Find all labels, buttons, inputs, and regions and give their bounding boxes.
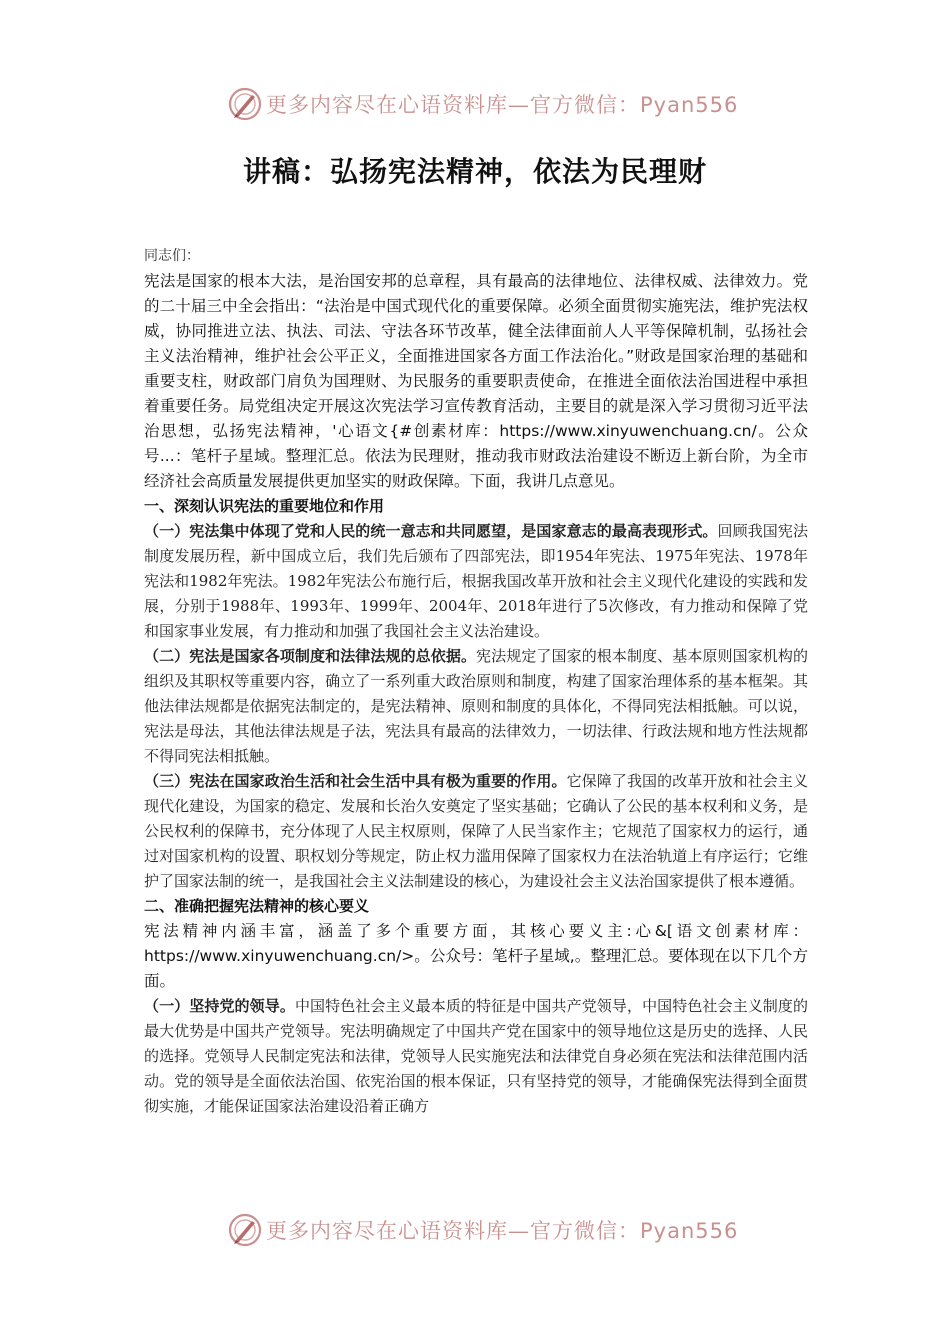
document-title: 讲稿：弘扬宪法精神，依法为民理财 [242, 155, 707, 188]
item-text: 回顾我国宪法制度发展历程，新中国成立后，我们先后颁布了四部宪法，即1954年宪法、1975年宪法、1978年宪法和1982年宪法。1982年宪法公布施行后，根据我国改革开放和社会主义现代化建设的实践和发展，分别于1988年、1993年、1999年、2004年、2018年进行了5次修改，有力推动和保障了党和国家事业发展，有力推动和加强了我国社会主义法治建设。 [144, 522, 808, 640]
item-lead: （二）宪法是国家各项制度和法律法规的总依据。 [144, 647, 477, 665]
header-watermark-banner [228, 84, 748, 124]
section-2-intro: 宪法精神内涵丰富，涵盖了多个重要方面，其核心要义主:心&[语文创素材库：https://www.xinyuwenchuang.cn/>。公众号：笔杆子星域,。整理汇总。要体现在以下几个方面。 [144, 922, 808, 990]
banner-text [266, 89, 738, 119]
section-1-item-2 [144, 644, 808, 769]
document-body [144, 244, 808, 1119]
item-lead: （一）坚持党的领导。 [144, 997, 295, 1015]
banner-prefix: 更多内容尽在心语资料库—官方微信： [266, 93, 640, 117]
greeting: 同志们： [144, 248, 200, 264]
section-2-heading: 二、准确把握宪法精神的核心要义 [144, 897, 370, 915]
banner-wechat-id: Pyan556 [640, 93, 739, 117]
section-1-heading: 一、深刻认识宪法的重要地位和作用 [144, 497, 385, 515]
footer-watermark-banner [228, 1210, 748, 1250]
item-text: 宪法规定了国家的根本制度、基本原则国家机构的组织及其职权等重要内容，确立了一系列重大政治原则和制度，构建了国家治理体系的基本框架。其他法律法规都是依据宪法制定的，是宪法精神、原则和制度的具体化，不得同宪法相抵触。可以说，宪法是母法，其他法律法规是子法，宪法具有最高的法律效力，一切法律、行政法规和地方性法规都不得同宪法相抵触。 [144, 647, 808, 765]
item-lead: （一）宪法集中体现了党和人民的统一意志和共同愿望，是国家意志的最高表现形式。 [144, 522, 718, 540]
pen-logo-icon [228, 1213, 262, 1247]
item-text: 中国特色社会主义最本质的特征是中国共产党领导，中国特色社会主义制度的最大优势是中国共产党领导。宪法明确规定了中国共产党在国家中的领导地位这是历史的选择、人民的选择。党领导人民制定宪法和法律，党领导人民实施宪法和法律党自身必须在宪法和法律范围内活动。党的领导是全面依法治国、依宪治国的根本保证，只有坚持党的领导，才能确保宪法得到全面贯彻实施，才能保证国家法治建设沿着正确方 [144, 997, 808, 1115]
pen-logo-icon [228, 87, 262, 121]
item-lead: （三）宪法在国家政治生活和社会生活中具有极为重要的作用。 [144, 772, 567, 790]
banner-wechat-id: Pyan556 [640, 1219, 739, 1243]
banner-text [266, 1215, 738, 1245]
item-text: 它保障了我国的改革开放和社会主义现代化建设，为国家的稳定、发展和长治久安奠定了坚实基础；它确认了公民的基本权利和义务，是公民权利的保障书，充分体现了人民主权原则，保障了人民当家作主；它规范了国家权力的运行，通过对国家机构的设置、职权划分等规定，防止权力滥用保障了国家权力在法治轨道上有序运行；它维护了国家法制的统一，是我国社会主义法制建设的核心，为建设社会主义法治国家提供了根本遵循。 [144, 772, 808, 890]
section-2-item-1 [144, 994, 808, 1119]
intro-paragraph: 宪法是国家的根本大法，是治国安邦的总章程，具有最高的法律地位、法律权威、法律效力。党的二十届三中全会指出：“法治是中国式现代化的重要保障。必须全面贯彻实施宪法，维护宪法权威，协同推进立法、执法、司法、守法各环节改革，健全法律面前人人平等保障机制，弘扬社会主义法治精神，维护社会公平正义，全面推进国家各方面工作法治化。”财政是国家治理的基础和重要支柱，财政部门肩负为国理财、为民服务的重要职责使命，在推进全面依法治国进程中承担着重要任务。局党组决定开展这次宪法学习宣传教育活动，主要目的就是深入学习贯彻习近平法治思想，弘扬宪法精神，'心语文{#创素材库：https://www.xinyuwenchuang.cn/。公众号...：笔杆子星域。整理汇总。依法为民理财，推动我市财政法治建设不断迈上新台阶，为全市经济社会高质量发展提供更加坚实的财政保障。下面，我讲几点意见。 [144, 272, 808, 490]
section-1-item-1 [144, 519, 808, 644]
section-1-item-3 [144, 769, 808, 894]
banner-prefix: 更多内容尽在心语资料库—官方微信： [266, 1219, 640, 1243]
